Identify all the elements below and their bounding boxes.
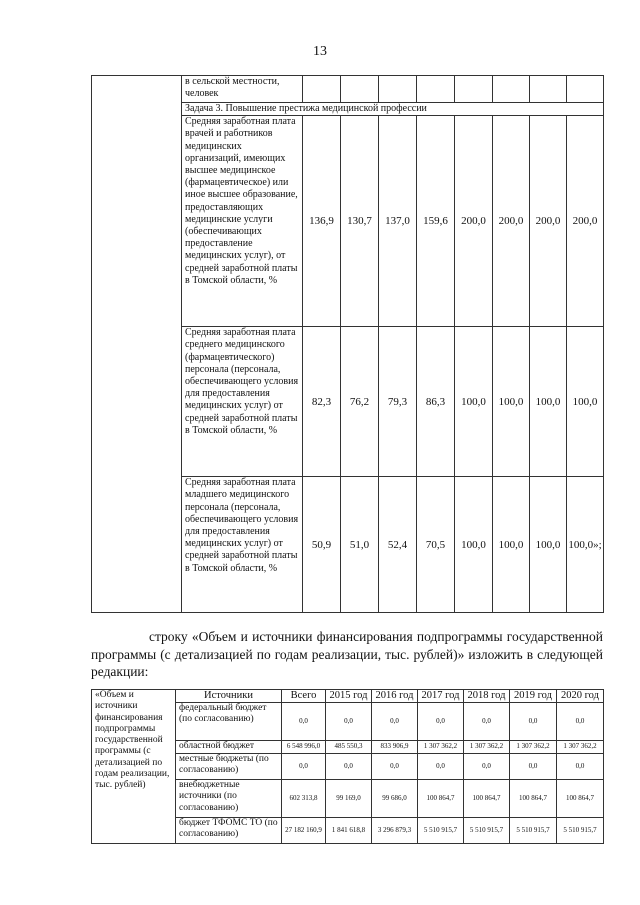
value-cell: 602 313,8: [282, 780, 326, 818]
value-cell: 82,3: [303, 327, 341, 477]
value-cell: 0,0: [557, 754, 604, 780]
value-cell: 5 510 915,7: [510, 818, 557, 844]
value-cell: 100,0: [493, 327, 530, 477]
value-cell: 100,0: [455, 327, 493, 477]
value-cell: 0,0: [510, 754, 557, 780]
empty-cell: [92, 76, 182, 613]
value-cell: 99 686,0: [372, 780, 418, 818]
funding-table: [91, 689, 604, 844]
value-cell: 0,0: [557, 703, 604, 741]
column-header: Всего: [282, 690, 326, 703]
value-cell: 70,5: [417, 477, 455, 613]
value-cell: 200,0: [567, 116, 604, 327]
funding-label: «Объем и источники финансирования подпрограммы государственной программы (с детализацией по годам реализации, тыс. рублей): [92, 690, 176, 844]
column-header: 2017 год: [418, 690, 464, 703]
value-cell: 0,0: [282, 754, 326, 780]
source-cell: федеральный бюджет (по согласованию): [176, 703, 282, 741]
column-header: 2016 год: [372, 690, 418, 703]
paragraph-text: строку «Объем и источники финансирования подпрограммы государственной программы (с детализацией по годам реализации, тыс. рублей)» изложить в следующей редакции:: [91, 629, 603, 679]
row-description: Средняя заработная плата младшего медицинского персонала (персонала, обеспечивающего условия для предоставления медицинских услуг) от средней заработной платы в Томской области, %: [182, 477, 303, 613]
value-cell: 100,0: [530, 327, 567, 477]
value-cell: 3 296 879,3: [372, 818, 418, 844]
value-cell: 0,0: [464, 703, 510, 741]
row-description: в сельской местности, человек: [182, 76, 303, 103]
source-cell: местные бюджеты (по согласованию): [176, 754, 282, 780]
value-cell: 1 307 362,2: [464, 741, 510, 754]
value-cell: 52,4: [379, 477, 417, 613]
value-cell: 0,0: [372, 754, 418, 780]
value-cell: 100,0: [567, 327, 604, 477]
value-cell: 200,0: [530, 116, 567, 327]
source-cell: внебюджетные источники (по согласованию): [176, 780, 282, 818]
value-cell: 5 510 915,7: [557, 818, 604, 844]
value-cell: 50,9: [303, 477, 341, 613]
value-cell: 0,0: [372, 703, 418, 741]
row-description: Средняя заработная плата среднего медицинского (фармацевтического) персонала (персонала, обеспечивающего условия для предоставления медицинских услуг) от средней заработной платы в Томской области, %: [182, 327, 303, 477]
value-cell: 833 906,9: [372, 741, 418, 754]
column-header: 2020 год: [557, 690, 604, 703]
value-cell: 200,0: [455, 116, 493, 327]
value-cell: 100 864,7: [418, 780, 464, 818]
value-cell: 1 307 362,2: [418, 741, 464, 754]
value-cell: 136,9: [303, 116, 341, 327]
column-header: 2018 год: [464, 690, 510, 703]
body-paragraph: [91, 628, 603, 681]
value-cell: 5 510 915,7: [418, 818, 464, 844]
value-cell: 1 307 362,2: [510, 741, 557, 754]
value-cell: 100 864,7: [464, 780, 510, 818]
value-cell: 130,7: [341, 116, 379, 327]
column-header: 2015 год: [326, 690, 372, 703]
header-row: [92, 690, 604, 703]
value-cell: 0,0: [326, 703, 372, 741]
page-number: 13: [313, 44, 327, 59]
value-cell: 0,0: [418, 754, 464, 780]
table-row: [92, 76, 604, 103]
value-cell: 51,0: [341, 477, 379, 613]
value-cell: 200,0: [493, 116, 530, 327]
value-cell: 100,0»;: [567, 477, 604, 613]
value-cell: 159,6: [417, 116, 455, 327]
value-cell: 100,0: [493, 477, 530, 613]
value-cell: 485 550,3: [326, 741, 372, 754]
value-cell: 0,0: [326, 754, 372, 780]
row-description: Средняя заработная плата врачей и работников медицинских организаций, имеющих высшее медицинское (фармацевтическое) или иное высшее образование, предоставляющих медицинские услуги (обеспечивающих предоставление медицинских услуг), от средней заработной платы в Томской области, %: [182, 116, 303, 327]
value-cell: 1 307 362,2: [557, 741, 604, 754]
value-cell: 0,0: [464, 754, 510, 780]
value-cell: 137,0: [379, 116, 417, 327]
column-header: Источники: [176, 690, 282, 703]
task-heading: Задача 3. Повышение престижа медицинской профессии: [182, 103, 604, 116]
value-cell: 100 864,7: [510, 780, 557, 818]
value-cell: 100,0: [530, 477, 567, 613]
value-cell: 0,0: [418, 703, 464, 741]
column-header: 2019 год: [510, 690, 557, 703]
value-cell: 0,0: [510, 703, 557, 741]
value-cell: 79,3: [379, 327, 417, 477]
value-cell: 100 864,7: [557, 780, 604, 818]
source-cell: бюджет ТФОМС ТО (по согласованию): [176, 818, 282, 844]
value-cell: 99 169,0: [326, 780, 372, 818]
value-cell: 76,2: [341, 327, 379, 477]
value-cell: 5 510 915,7: [464, 818, 510, 844]
value-cell: 100,0: [455, 477, 493, 613]
source-cell: областной бюджет: [176, 741, 282, 754]
value-cell: 27 182 160,9: [282, 818, 326, 844]
value-cell: 0,0: [282, 703, 326, 741]
value-cell: 1 841 618,8: [326, 818, 372, 844]
indicators-table: [91, 75, 604, 613]
value-cell: 86,3: [417, 327, 455, 477]
value-cell: 6 548 996,0: [282, 741, 326, 754]
